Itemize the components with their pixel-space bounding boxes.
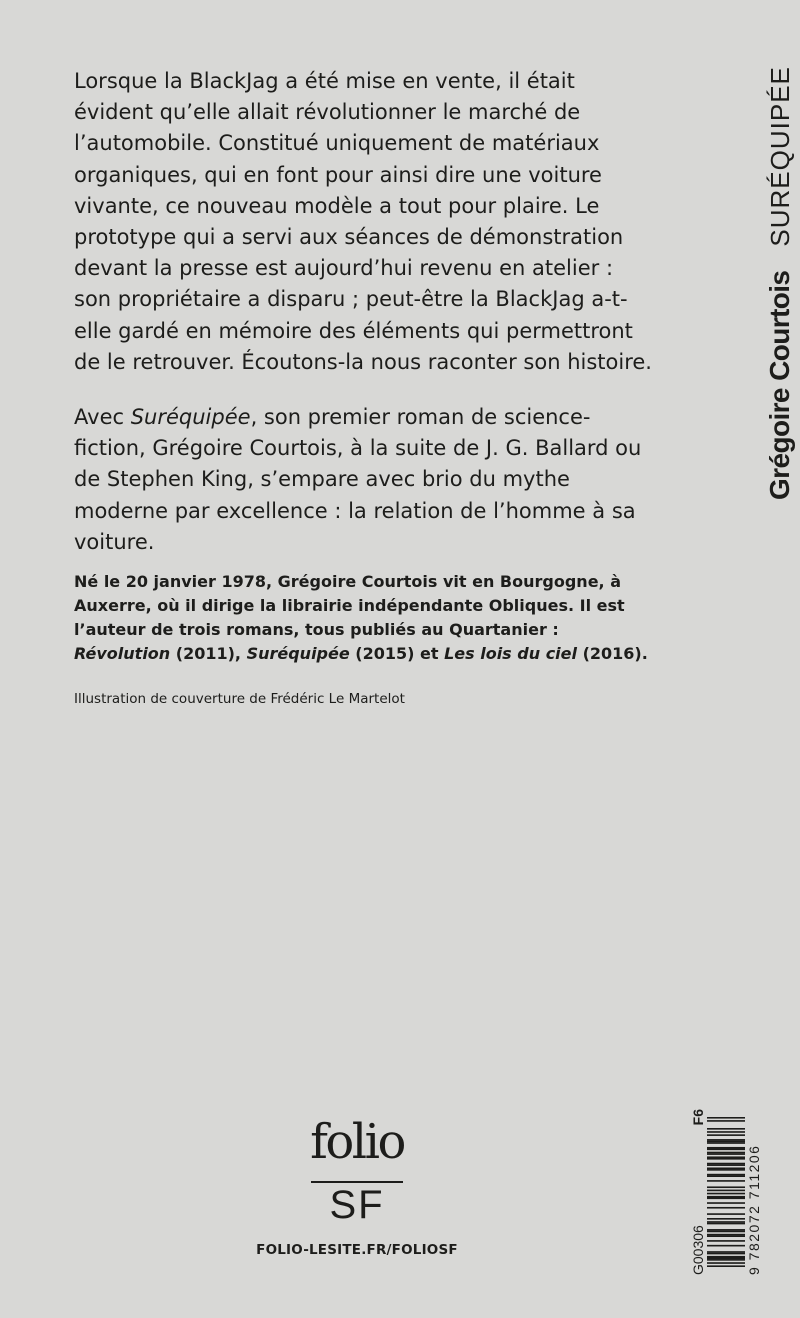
barcode-bar <box>707 1257 745 1259</box>
barcode-bar <box>707 1152 745 1154</box>
barcode-bar <box>707 1253 745 1255</box>
barcode-bar <box>707 1245 745 1247</box>
folio-logo-sf: SF <box>329 1183 385 1227</box>
spine-text <box>764 66 796 500</box>
barcode-bar <box>707 1229 745 1231</box>
back-cover-blurb <box>74 66 654 558</box>
blurb-p2-start: Avec <box>74 405 131 430</box>
blurb-paragraph-2 <box>74 402 654 558</box>
barcode-bar <box>707 1163 745 1165</box>
barcode-bar <box>707 1167 745 1169</box>
barcode-bar <box>707 1213 745 1215</box>
barcode-bars <box>707 1117 745 1267</box>
barcode-bar <box>707 1131 745 1133</box>
barcode-bar <box>707 1141 745 1143</box>
barcode-bar <box>707 1231 745 1233</box>
barcode-bar <box>707 1139 745 1141</box>
barcode-bar <box>707 1251 745 1253</box>
barcode-bar <box>707 1221 745 1223</box>
barcode-bar <box>707 1259 745 1261</box>
cover-illustration-credit: Illustration de couverture de Frédéric Le Martelot <box>74 691 405 707</box>
barcode-bar <box>707 1147 745 1149</box>
barcode-bar <box>707 1128 745 1130</box>
barcode-product-code: G00306 <box>690 1225 706 1275</box>
barcode-price-code: F6 <box>690 1109 706 1126</box>
publisher-website: FOLIO-LESITE.FR/FOLIOSF <box>256 1242 458 1258</box>
bio-book-3: Les lois du ciel <box>444 644 577 663</box>
bio-part-3: (2015) et <box>349 644 445 663</box>
isbn-barcode <box>690 1109 762 1275</box>
barcode-bar <box>707 1158 745 1160</box>
barcode-bar <box>707 1120 745 1122</box>
barcode-bar <box>707 1153 745 1155</box>
barcode-bar <box>707 1175 745 1177</box>
barcode-bar <box>707 1193 745 1195</box>
barcode-bar <box>707 1164 745 1166</box>
barcode-bar <box>707 1256 745 1258</box>
barcode-bar <box>707 1240 745 1242</box>
barcode-bar <box>707 1223 745 1225</box>
bio-part-4: (2016). <box>577 644 648 663</box>
barcode-bar <box>707 1180 745 1182</box>
blurb-paragraph-1: Lorsque la BlackJag a été mise en vente, il était évident qu’elle allait révolutionner le marché de l’automobile. Constitué uniquement de matériaux organiques, qui en font pour ainsi dire une voiture vivante, ce nouveau modèle a tout pour plaire. Le prototype qui a servi aux séances de démonstration devant la presse est aujourd’hui revenu en atelier : son propriétaire a disparu ; peut-être la BlackJag a-t-elle gardé en mémoire des éléments qui permettront de le retrouver. Écoutons-la nous raconter son histoire. <box>74 69 652 374</box>
barcode-bar <box>707 1174 745 1176</box>
folio-logo-wordmark: folio <box>310 1114 404 1170</box>
bio-book-2: Suréquipée <box>246 644 350 663</box>
barcode-bar <box>707 1186 745 1188</box>
barcode-isbn-number: 9 782072 711206 <box>746 1144 762 1275</box>
barcode-bar <box>707 1234 745 1236</box>
bio-book-1: Révolution <box>74 644 171 663</box>
barcode-bar <box>707 1169 745 1171</box>
barcode-bar <box>707 1142 745 1144</box>
barcode-bar <box>707 1218 745 1220</box>
barcode-bar <box>707 1265 745 1267</box>
barcode-bar <box>707 1202 745 1204</box>
barcode-bar <box>707 1117 745 1119</box>
barcode-bar <box>707 1262 745 1264</box>
author-bio <box>74 570 654 666</box>
barcode-bar <box>707 1207 745 1209</box>
spine-title: SURÉQUIPÉE <box>765 66 795 247</box>
blurb-p2-end: , son premier roman de science-fiction, Grégoire Courtois, à la suite de J. G. Ballard ou de Stephen King, s’empare avec brio du mythe moderne par excellence : la relation de l’homme à sa voiture. <box>74 405 642 554</box>
barcode-bar <box>707 1197 745 1199</box>
spine-author: Grégoire Courtois <box>764 270 795 500</box>
barcode-bar <box>707 1149 745 1151</box>
barcode-bar <box>707 1190 745 1192</box>
barcode-bar <box>707 1134 745 1136</box>
bio-part-1: Né le 20 janvier 1978, Grégoire Courtois vit en Bourgogne, à Auxerre, où il dirige la librairie indépendante Obliques. Il est l’auteur de trois romans, tous publiés au Quartanier : <box>74 572 625 639</box>
barcode-bar <box>707 1196 745 1198</box>
barcode-bar <box>707 1235 745 1237</box>
barcode-bar <box>707 1156 745 1158</box>
bio-part-2: (2011), <box>170 644 247 663</box>
blurb-p2-title: Suréquipée <box>130 405 251 430</box>
